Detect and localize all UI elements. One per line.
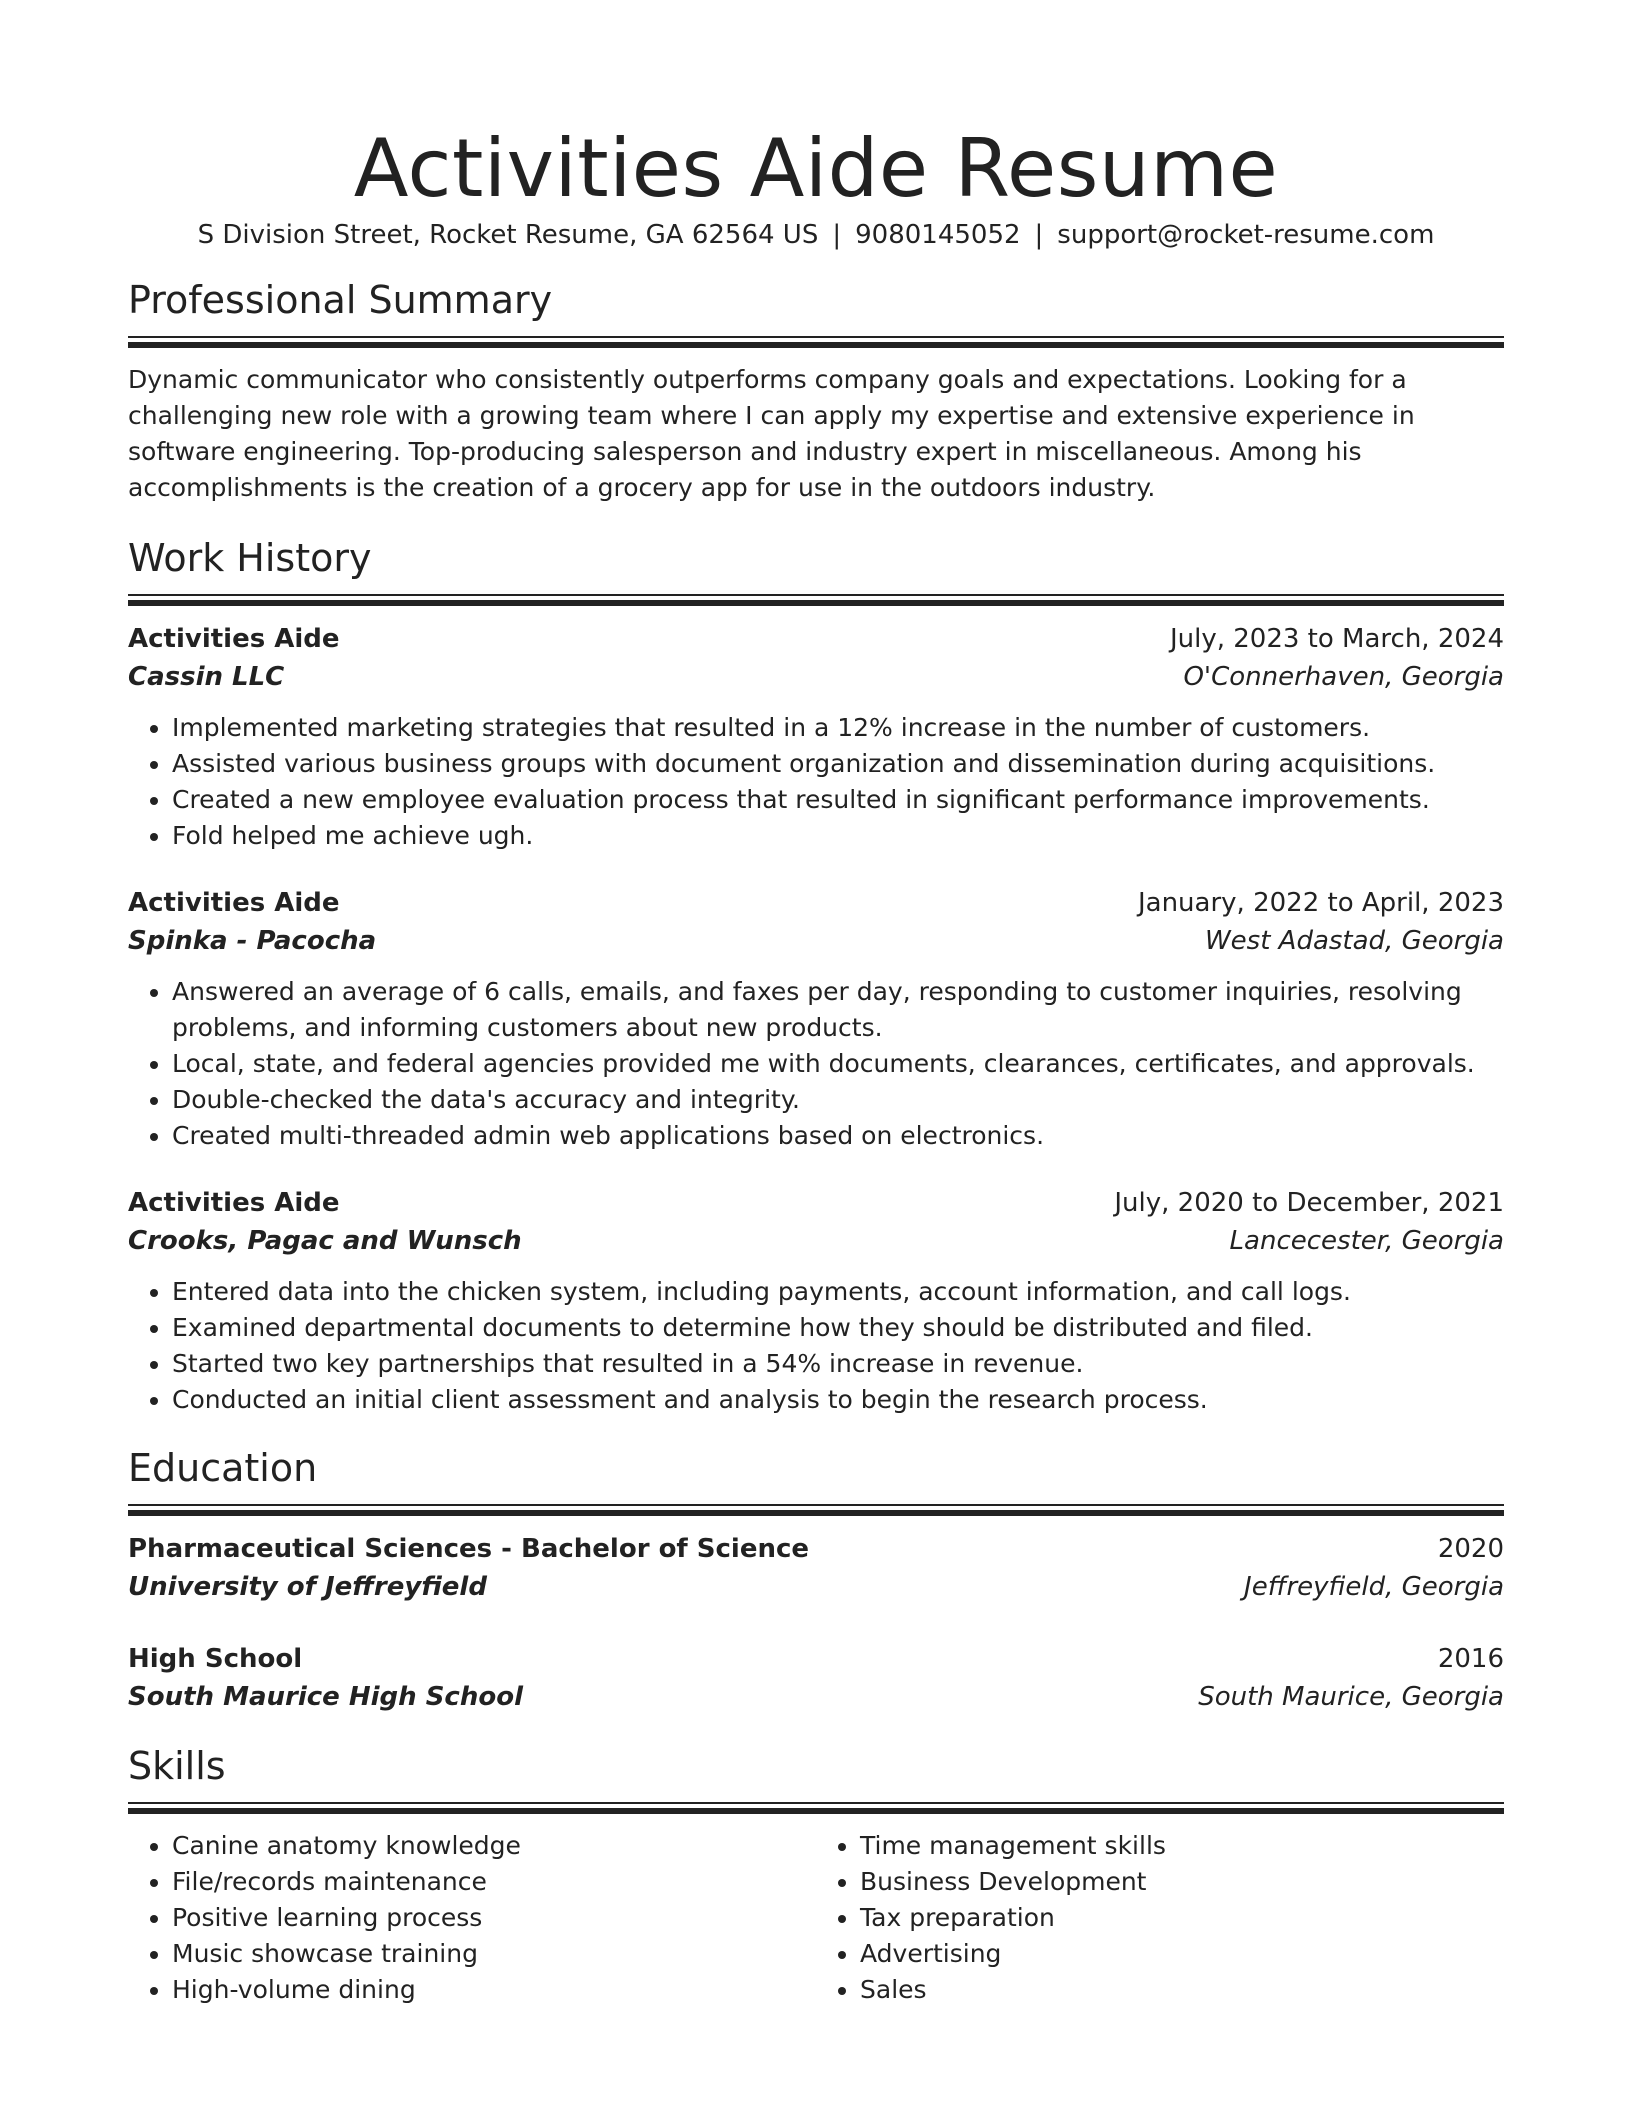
list-item: • Double-checked the data's accuracy and integrity. xyxy=(172,1082,1504,1118)
list-item: • Entered data into the chicken system, including payments, account information, and call logs. xyxy=(172,1274,1504,1310)
summary-heading: Professional Summary xyxy=(128,278,553,322)
education-section xyxy=(128,1444,1504,1716)
summary-text: Dynamic communicator who consistently outperforms company goals and expectations. Looking for a challenging new role with a growing team where I can apply my expertise and extensive experience in software engineering. Top-producing salesperson and industry expert in miscellaneous. Among his accomplishments is the creation of a grocery app for use in the outdoors industry. xyxy=(128,365,1415,502)
section-divider xyxy=(128,1504,1504,1516)
education-degree: High School xyxy=(128,1644,303,1674)
job-entry xyxy=(128,1184,1504,1418)
list-item: • Implemented marketing strategies that resulted in a 12% increase in the number of customers. xyxy=(172,710,1504,746)
job-title: Activities Aide xyxy=(128,624,340,654)
education-year: 2020 xyxy=(1437,1534,1504,1564)
contact-address: S Division Street, Rocket Resume, GA 62564 US xyxy=(197,220,819,250)
skill-item: • Music showcase training xyxy=(172,1936,816,1972)
list-item: • Assisted various business groups with document organization and dissemination during acquisitions. xyxy=(172,746,1504,782)
list-item: • Started two key partnerships that resulted in a 54% increase in revenue. xyxy=(172,1346,1504,1382)
education-heading: Education xyxy=(128,1446,318,1490)
job-location: Lancecester, Georgia xyxy=(1229,1226,1504,1256)
education-school: University of Jeffreyfield xyxy=(128,1572,487,1602)
skills-column-left xyxy=(128,1828,816,2008)
list-item: • Answered an average of 6 calls, emails, and faxes per day, responding to customer inquiries, resolving problems, and informing customers about new products. xyxy=(172,974,1504,1046)
skill-item: • Tax preparation xyxy=(860,1900,1504,1936)
job-dates: July, 2020 to December, 2021 xyxy=(1114,1188,1504,1218)
education-entry xyxy=(128,1640,1504,1716)
list-item: • Created a new employee evaluation process that resulted in significant performance improvements. xyxy=(172,782,1504,818)
job-company: Spinka - Pacocha xyxy=(128,926,377,956)
job-dates: January, 2022 to April, 2023 xyxy=(1137,888,1504,918)
job-company: Crooks, Pagac and Wunsch xyxy=(128,1226,522,1256)
contact-separator: | xyxy=(832,220,842,250)
job-entry xyxy=(128,884,1504,1154)
job-title: Activities Aide xyxy=(128,1188,340,1218)
contact-email: support@rocket-resume.com xyxy=(1057,220,1435,250)
skills-grid xyxy=(128,1828,1504,2008)
job-title: Activities Aide xyxy=(128,888,340,918)
skill-item: • Sales xyxy=(860,1972,1504,2008)
skill-item: • Positive learning process xyxy=(172,1900,816,1936)
contact-phone: 9080145052 xyxy=(855,220,1021,250)
skills-heading: Skills xyxy=(128,1744,226,1788)
list-item: • Local, state, and federal agencies provided me with documents, clearances, certificates, and approvals. xyxy=(172,1046,1504,1082)
contact-separator: | xyxy=(1034,220,1044,250)
education-location: South Maurice, Georgia xyxy=(1198,1682,1504,1712)
skill-item: • File/records maintenance xyxy=(172,1864,816,1900)
list-item: • Fold helped me achieve ugh. xyxy=(172,818,1504,854)
section-divider xyxy=(128,594,1504,606)
education-location: Jeffreyfield, Georgia xyxy=(1244,1572,1504,1602)
section-divider xyxy=(128,1802,1504,1814)
work-history-heading: Work History xyxy=(128,536,372,580)
job-bullets xyxy=(128,974,1504,1154)
job-bullets xyxy=(128,1274,1504,1418)
contact-line xyxy=(128,216,1504,262)
skills-section xyxy=(128,1742,1504,2008)
job-company: Cassin LLC xyxy=(128,662,285,692)
skills-column-right xyxy=(816,1828,1504,2008)
education-degree: Pharmaceutical Sciences - Bachelor of Science xyxy=(128,1534,810,1564)
resume-title: Activities Aide Resume xyxy=(353,122,1279,215)
skill-item: • Advertising xyxy=(860,1936,1504,1972)
education-year: 2016 xyxy=(1437,1644,1504,1674)
summary-section xyxy=(128,276,1504,506)
job-location: West Adastad, Georgia xyxy=(1204,926,1504,956)
job-location: O'Connerhaven, Georgia xyxy=(1183,662,1504,692)
skill-item: • Business Development xyxy=(860,1864,1504,1900)
job-bullets xyxy=(128,710,1504,854)
education-school: South Maurice High School xyxy=(128,1682,523,1712)
job-dates: July, 2023 to March, 2024 xyxy=(1169,624,1504,654)
list-item: • Examined departmental documents to determine how they should be distributed and filed. xyxy=(172,1310,1504,1346)
skill-item: • High-volume dining xyxy=(172,1972,816,2008)
work-history-section xyxy=(128,534,1504,1418)
section-divider xyxy=(128,336,1504,348)
education-entry xyxy=(128,1530,1504,1606)
skill-item: • Canine anatomy knowledge xyxy=(172,1828,816,1864)
skill-item: • Time management skills xyxy=(860,1828,1504,1864)
list-item: • Created multi-threaded admin web applications based on electronics. xyxy=(172,1118,1504,1154)
list-item: • Conducted an initial client assessment and analysis to begin the research process. xyxy=(172,1382,1504,1418)
job-entry xyxy=(128,620,1504,854)
